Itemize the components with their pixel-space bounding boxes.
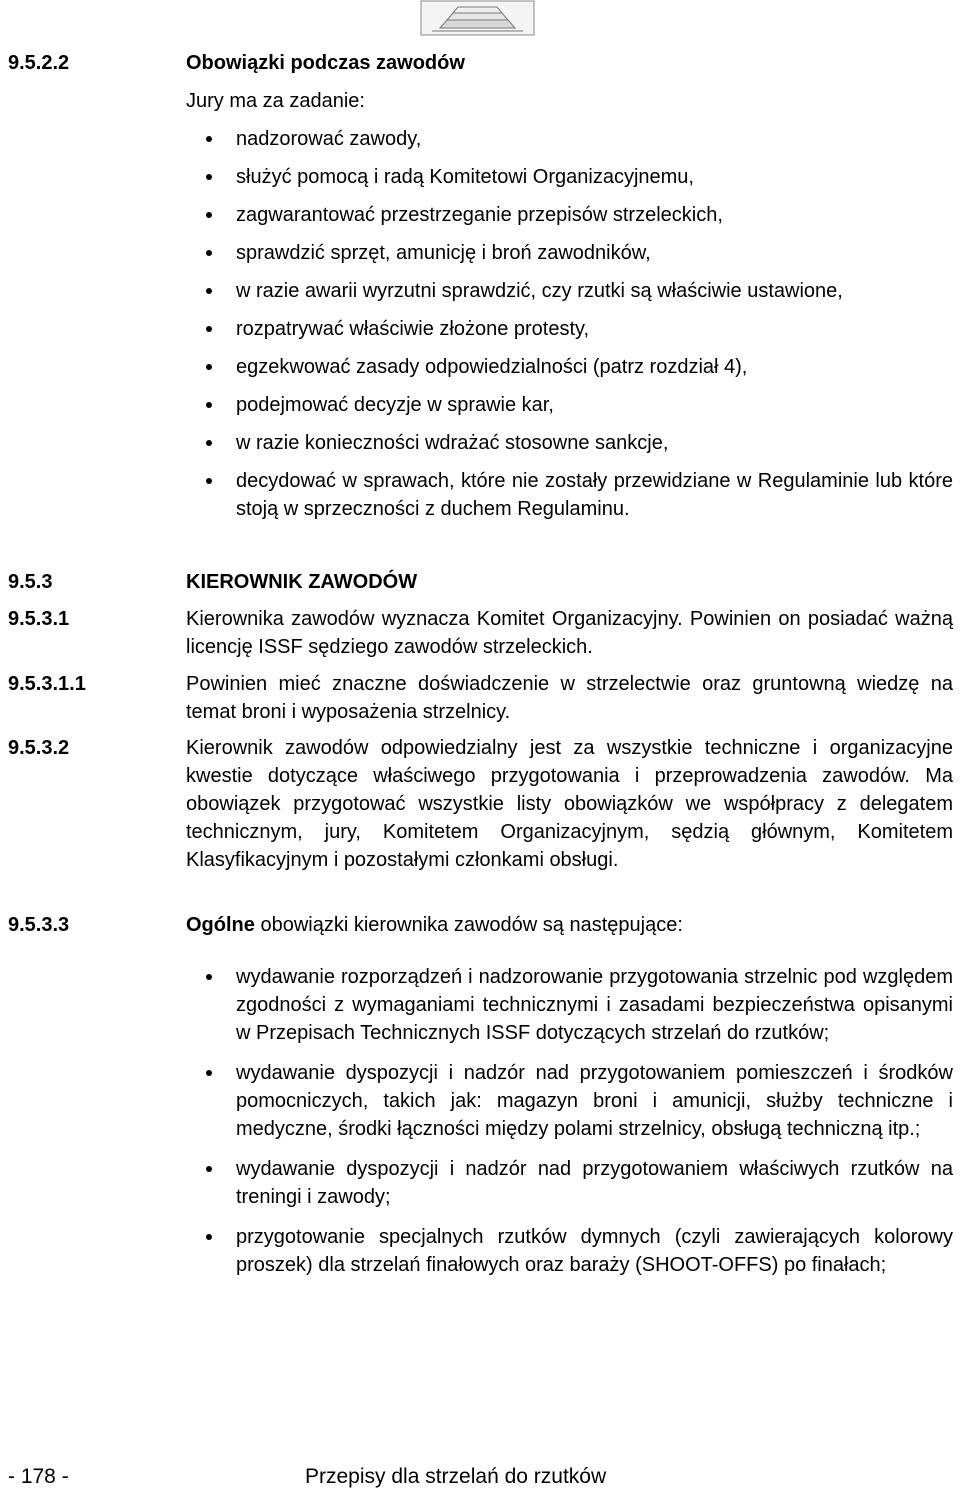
section-9-5-3-1 (8, 605, 953, 661)
list-item: egzekwować zasady odpowiedzialności (patrz rozdział 4), (186, 353, 953, 381)
section-title: KIEROWNIK ZAWODÓW (186, 571, 418, 593)
list-item: służyć pomocą i radą Komitetowi Organizacyjnemu, (186, 163, 953, 191)
section-number: 9.5.3.1 (8, 608, 70, 630)
list-item: sprawdzić sprzęt, amunicję i broń zawodników, (186, 239, 953, 267)
list-item: rozpatrywać właściwie złożone protesty, (186, 315, 953, 343)
director-duties-list (186, 963, 953, 1279)
section-number: 9.5.3.1.1 (8, 673, 86, 695)
section-number: 9.5.3.2 (8, 737, 70, 759)
intro-rest: obowiązki kierownika zawodów są następujące: (254, 914, 683, 936)
intro-bold: Ogólne (186, 914, 255, 936)
section-text: Kierownika zawodów wyznacza Komitet Organizacyjny. Powinien on posiadać ważną licencję ISSF sędziego zawodów strzeleckich. (186, 608, 953, 658)
section-9-5-3-3 (8, 911, 953, 1279)
section-9-5-3-1-1 (8, 670, 953, 726)
section-title: Obowiązki podczas zawodów (186, 52, 465, 74)
jury-duties-list (186, 125, 953, 523)
list-item: decydować w sprawach, które nie zostały przewidziane w Regulaminie lub które stoją w sprzeczności z duchem Regulaminu. (186, 467, 953, 523)
list-item: nadzorować zawody, (186, 125, 953, 153)
section-text: Kierownik zawodów odpowiedzialny jest za wszystkie techniczne i organizacyjne kwestie dotyczące właściwego przygotowania i przeprowadzenia zawodów. Ma obowiązek przygotować wszystkie listy obowiązków we współpracy z delegatem technicznym, jury, Komitetem Organizacyjnym, sędzią głównym, Komitetem Klasyfikacyjnym i pozostałymi członkami obsługi. (186, 737, 953, 871)
section-intro (186, 911, 953, 939)
list-item: w razie awarii wyrzutni sprawdzić, czy rzutki są właściwie ustawione, (186, 277, 953, 305)
header-logo-icon (420, 0, 535, 36)
page-number: - 178 - (8, 1465, 69, 1488)
section-number: 9.5.3.3 (8, 914, 70, 936)
section-9-5-3-2 (8, 734, 953, 874)
list-item: w razie konieczności wdrażać stosowne sankcje, (186, 429, 953, 457)
section-9-5-3 (8, 568, 953, 596)
section-intro: Jury ma za zadanie: (186, 90, 365, 112)
section-number: 9.5.3 (8, 571, 53, 593)
list-item: wydawanie dyspozycji i nadzór nad przygotowaniem właściwych rzutków na treningi i zawody; (186, 1155, 953, 1211)
section-text: Powinien mieć znaczne doświadczenie w strzelectwie oraz gruntowną wiedzę na temat broni i wyposażenia strzelnicy. (186, 673, 953, 723)
list-item: przygotowanie specjalnych rzutków dymnych (czyli zawierających kolorowy proszek) dla strzelań finałowych oraz baraży (SHOOT-OFFS) po finałach; (186, 1223, 953, 1279)
section-number: 9.5.2.2 (8, 52, 70, 74)
page-footer (0, 1462, 960, 1492)
list-item: wydawanie rozporządzeń i nadzorowanie przygotowania strzelnic pod względem zgodności z wymaganiami technicznymi i zasadami bezpieczeństwa opisanymi w Przepisach Technicznych ISSF dotyczących strzelań do rzutków; (186, 963, 953, 1047)
list-item: wydawanie dyspozycji i nadzór nad przygotowaniem pomieszczeń i środków pomocniczych, takich jak: magazyn broni i amunicji, służby techniczne i medyczne, środki łączności między polami strzelnicy, obsługą techniczną itp.; (186, 1059, 953, 1143)
footer-title: Przepisy dla strzelań do rzutków (305, 1465, 607, 1488)
list-item: podejmować decyzje w sprawie kar, (186, 391, 953, 419)
list-item: zagwarantować przestrzeganie przepisów strzeleckich, (186, 201, 953, 229)
section-9-5-2-2 (8, 49, 953, 523)
